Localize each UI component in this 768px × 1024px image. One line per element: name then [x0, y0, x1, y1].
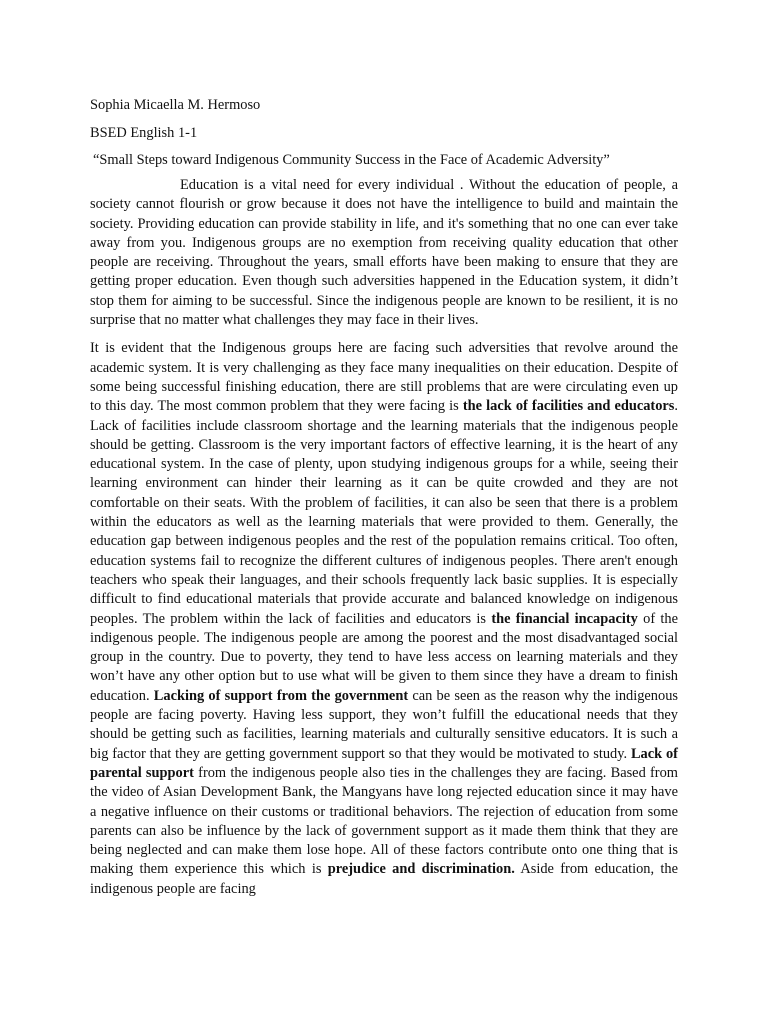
document-page [90, 91, 678, 899]
essay-title: “Small Steps toward Indigenous Community Success in the Face of Academic Adversity” [93, 152, 610, 168]
emphasis-government-support: Lacking of support from the government [153, 687, 409, 704]
emphasis-financial-incapacity: the financial incapacity [491, 610, 638, 627]
paragraph-2-text: from the indigenous people also ties in the challenges they are facing. Based from the video of Asian Development Bank, the Mangyans have long rejected education since it may have a negative influence on their customs or traditional behaviors. The rejection of education from some parents can also be influence by the lack of government support as it made them think that they are being neglected and can make them lose hope. All of these factors contribute onto one thing that is making them experience this which is [90, 764, 678, 878]
paragraph-2-text: . Lack of facilities include classroom shortage and the learning materials that the indigenous people should be getting. Classroom is the very important factors of effective learning, it is the heart of any educational system. In the case of plenty, upon studying indigenous groups for a while, seeing their learning environment can hinder their learning as it can be quite crowded and they are not comfortable on their seats. With the problem of facilities, it can also be seen that there is a problem within the educators as well as the learning materials that were provided to them. Generally, the education gap between indigenous peoples and the rest of the population remains critical. Too often, education systems fail to recognize the different cultures of indigenous peoples. There aren't enough teachers who speak their languages, and their schools frequently lack basic supplies. It is especially difficult to find educational materials that provide accurate and balanced knowledge on indigenous peoples. The problem within the lack of facilities and educators is [90, 398, 678, 627]
emphasis-lack-of-facilities: the lack of facilities and educators [462, 398, 675, 415]
emphasis-parental-support: Lack of parental support [90, 745, 678, 781]
author-name: Sophia Micaella M. Hermoso [90, 97, 261, 113]
paragraph-2-text: Aside from education, the indigenous people are facing [90, 861, 679, 897]
paragraph-2-text: can be seen as the reason why the indigenous people are facing poverty. Having less support, they won’t fulfill the educational needs that they should be getting such as facilities, learning materials and culturally sensitive educators. It is such a big factor that they are getting government support so that they would be motivated to study. [90, 687, 678, 762]
course-section: BSED English 1-1 [90, 125, 198, 141]
paragraph-1: Education is a vital need for every individual . Without the education of people, a society cannot flourish or grow because it does not have the intelligence to build and maintain the society. Providing education can provide stability in life, and it's something that no one can ever take away from you. Indigenous groups are no exemption from receiving quality education that other people are receiving. Throughout the years, small efforts have been making to ensure that they are getting proper education. Even though such adversities happened in the Education system, it didn’t stop them for aiming to be successful. Since the indigenous people are known to be resilient, it is no surprise that no matter what challenges they may face in their lives. [90, 177, 678, 329]
emphasis-prejudice-discrimination: prejudice and discrimination. [327, 861, 515, 878]
paragraph-2-text: of the indigenous people. The indigenous people are among the poorest and the most disadvantaged social group in the country. Due to poverty, they tend to have less access on learning materials and they won’t have any other option but to use what will be given to them since they have a dream to finish education. [90, 610, 678, 704]
paragraph-2-text: It is evident that the Indigenous groups here are facing such adversities that revolve around the academic system. It is very challenging as they face many inequalities on their education. Despite of some being successful finishing education, there are still problems that are were circulating even up to this day. The most common problem that they were facing is [90, 340, 678, 415]
paragraph-2 [90, 339, 678, 899]
